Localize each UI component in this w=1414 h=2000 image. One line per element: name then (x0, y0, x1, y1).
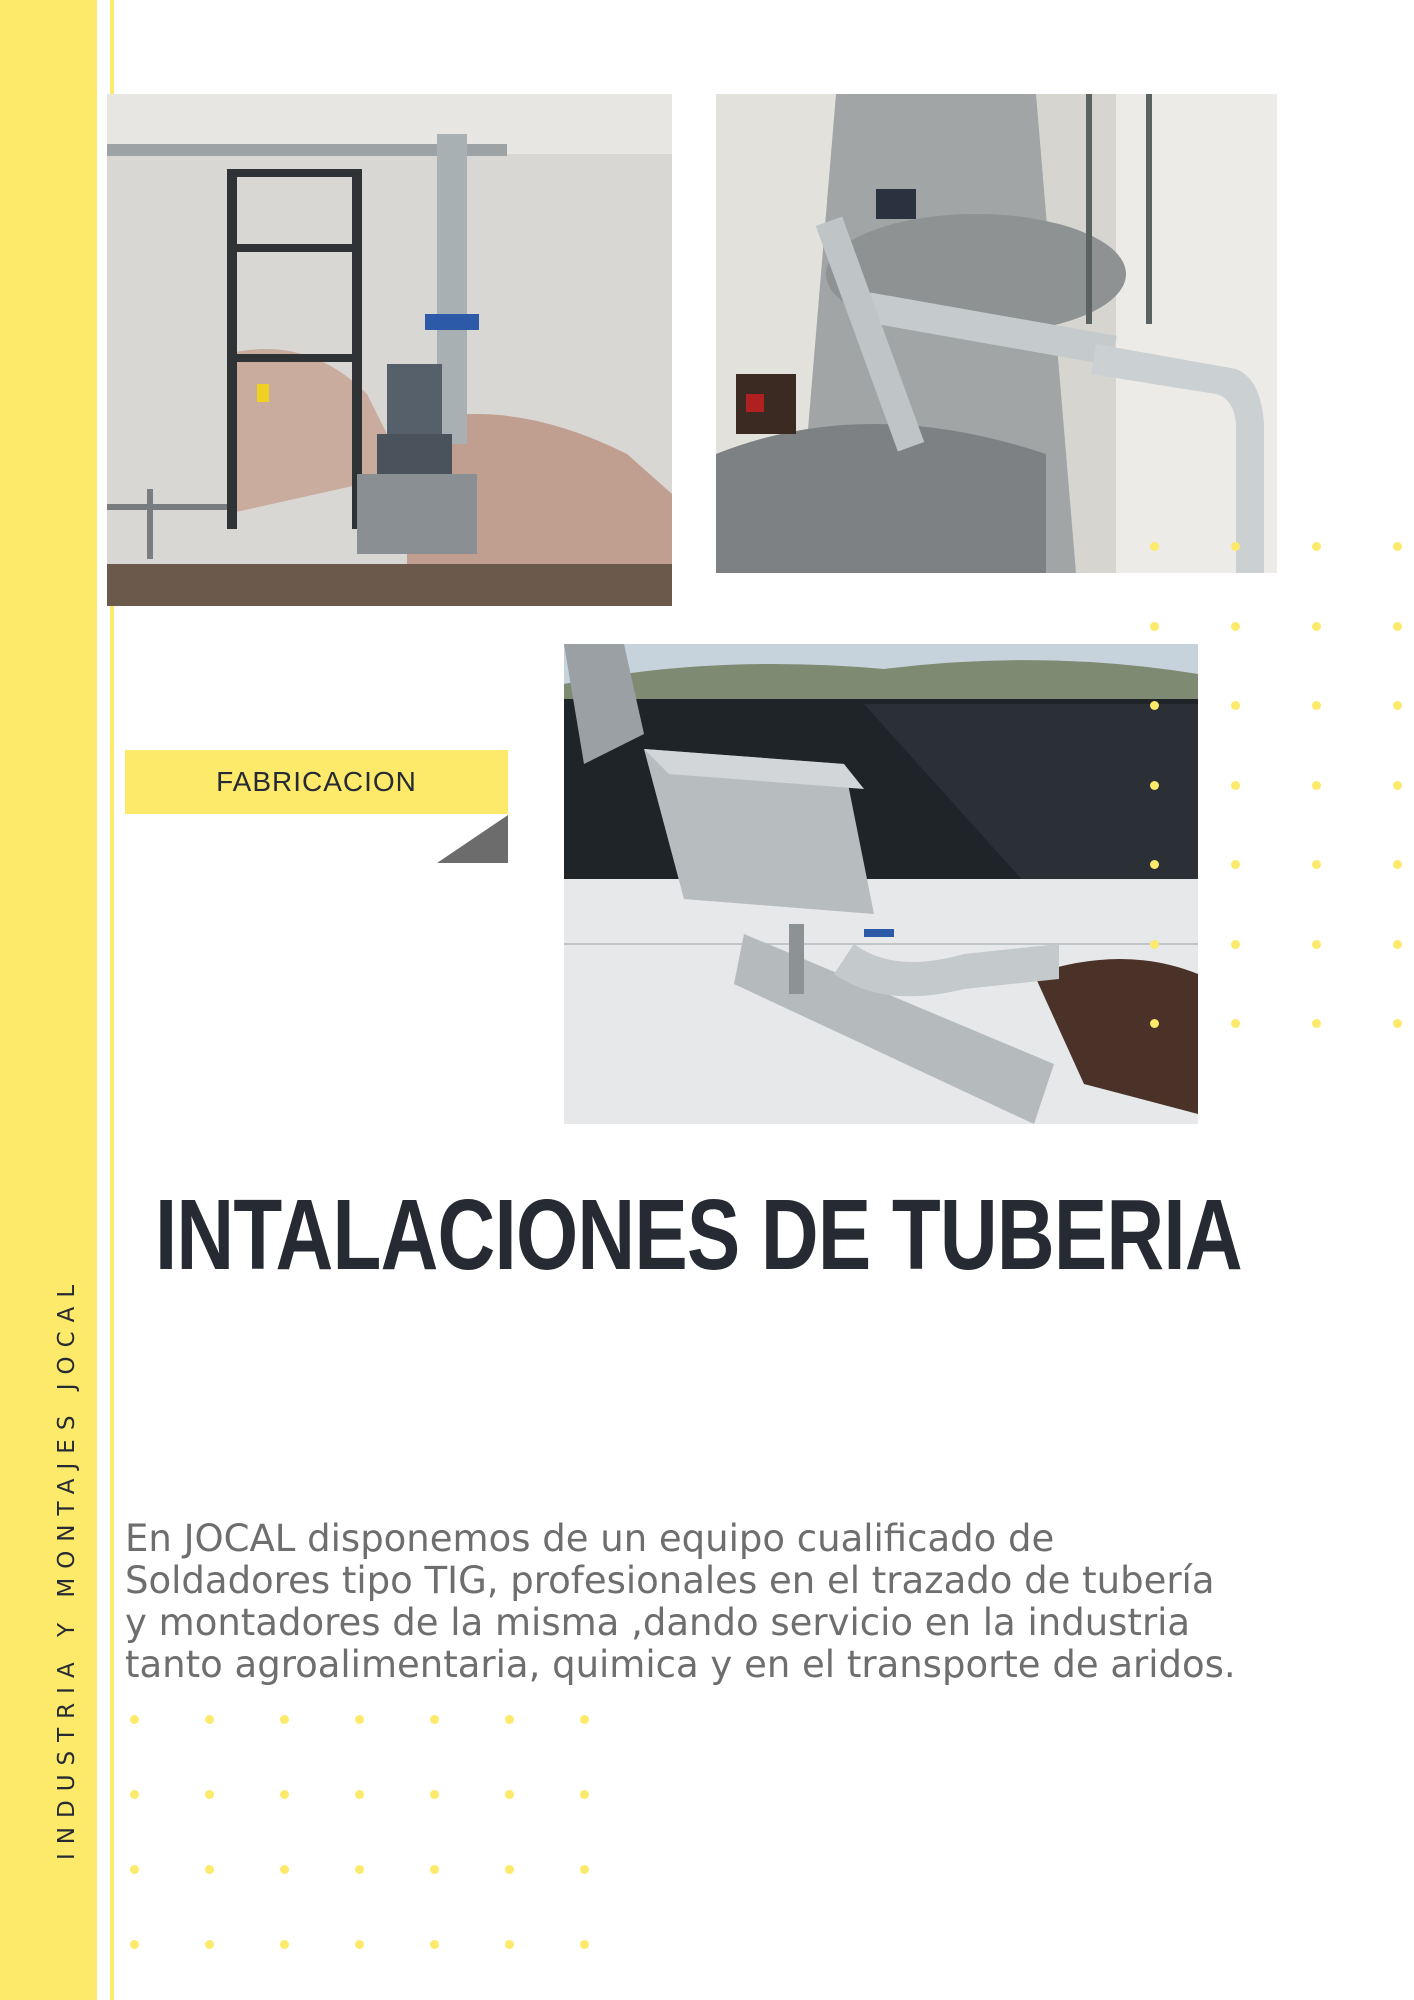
description-line: tanto agroalimentaria, quimica y en el transporte de aridos. (125, 1643, 1236, 1686)
decorative-dot (1231, 860, 1240, 869)
decorative-dot (505, 1790, 514, 1799)
decorative-dot (1312, 622, 1321, 631)
decorative-dot (1231, 781, 1240, 790)
decorative-dot (205, 1790, 214, 1799)
description-line: Soldadores tipo TIG, profesionales en el trazado de tubería (125, 1559, 1215, 1602)
decorative-dot (205, 1715, 214, 1724)
decorative-dot (355, 1790, 364, 1799)
description-line: y montadores de la misma ,dando servicio en la industria (125, 1601, 1191, 1644)
decorative-dot (130, 1865, 139, 1874)
decorative-dot (1150, 781, 1159, 790)
decorative-dot (580, 1940, 589, 1949)
description-line: En JOCAL disponemos de un equipo cualificado de (125, 1517, 1055, 1560)
decorative-dot (1150, 860, 1159, 869)
decorative-dot (130, 1790, 139, 1799)
decorative-dot (430, 1790, 439, 1799)
decorative-dot (205, 1865, 214, 1874)
sidebar-company-name: INDUSTRIA Y MONTAJES JOCAL (54, 1275, 80, 1860)
decorative-dot (430, 1715, 439, 1724)
decorative-dot (505, 1715, 514, 1724)
decorative-dot (505, 1940, 514, 1949)
decorative-dot (430, 1865, 439, 1874)
decorative-dot (1150, 622, 1159, 631)
decorative-dot (280, 1715, 289, 1724)
decorative-dot (505, 1865, 514, 1874)
decorative-dot (580, 1715, 589, 1724)
section-tag-fold (437, 815, 508, 863)
decorative-dot (1393, 701, 1402, 710)
tank-pipe-manifold-photo (716, 94, 1277, 573)
decorative-dot (1312, 781, 1321, 790)
decorative-dot (1312, 542, 1321, 551)
decorative-dot (130, 1940, 139, 1949)
decorative-dot (1231, 701, 1240, 710)
decorative-dot (430, 1940, 439, 1949)
decorative-dot (1312, 860, 1321, 869)
section-tag: FABRICACION (125, 750, 508, 814)
industrial-pump-pipe-photo (107, 94, 672, 606)
decorative-dot (1231, 542, 1240, 551)
decorative-dot (280, 1790, 289, 1799)
decorative-dot (1312, 701, 1321, 710)
sidebar-band (0, 0, 97, 2000)
decorative-dot (580, 1865, 589, 1874)
decorative-dot (205, 1940, 214, 1949)
decorative-dot (355, 1940, 364, 1949)
decorative-dot (280, 1940, 289, 1949)
decorative-dot (1150, 542, 1159, 551)
page-title: INTALACIONES DE TUBERIA (155, 1179, 1242, 1291)
description-paragraph (125, 1518, 1395, 1686)
decorative-dot (1393, 940, 1402, 949)
decorative-dot (1393, 1019, 1402, 1028)
decorative-dot (280, 1865, 289, 1874)
decorative-dot (580, 1790, 589, 1799)
decorative-dot (1393, 860, 1402, 869)
decorative-dot (1231, 622, 1240, 631)
decorative-dot (1312, 1019, 1321, 1028)
decorative-dot (130, 1715, 139, 1724)
decorative-dot (1393, 781, 1402, 790)
decorative-dot (1150, 940, 1159, 949)
decorative-dot (1231, 940, 1240, 949)
decorative-dot (1393, 542, 1402, 551)
decorative-dot (355, 1715, 364, 1724)
hopper-pipe-outdoor-photo (564, 644, 1198, 1124)
decorative-dot (1393, 622, 1402, 631)
decorative-dot (1150, 1019, 1159, 1028)
decorative-dot (1231, 1019, 1240, 1028)
decorative-dot (1150, 701, 1159, 710)
decorative-dot (1312, 940, 1321, 949)
decorative-dot (355, 1865, 364, 1874)
